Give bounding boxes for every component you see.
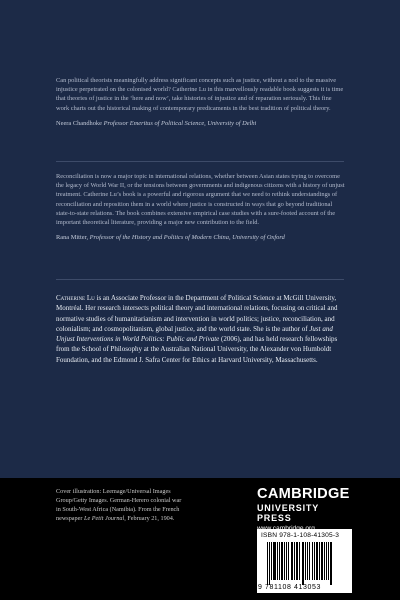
barcode-bar [277,542,278,580]
bio-text: is an Associate Professor in the Department of Political Science at McGill University, Montréal. Her research intersects political theory and international relations, focusing on critical and normative studies of humanitarianism and intervention in world politics; justice, reconciliation, and colonialism; and cosmopolitanism, global justice, and the world state. She is the author of [56,294,338,333]
newspaper-title: Le Petit Journal [84,515,125,522]
barcode-bar [319,542,320,580]
barcode-bar [281,542,282,580]
barcode-bar [271,542,272,580]
barcode-bar [312,542,313,580]
barcode-bar [316,542,317,580]
barcode-bar [279,542,281,580]
barcode-bar [273,542,274,580]
cover-credit [56,487,186,523]
barcode-bar [324,542,325,580]
endorsement-1 [56,76,346,128]
endorser-name: Rana Mitter, [56,234,89,242]
author-name: Catherine Lu [56,294,95,302]
endorser-name: Neera Chandhoke [56,119,102,127]
barcode [257,529,352,593]
book-title: Just and Unjust Interventions in World Politics: Public and Private [56,324,333,344]
barcode-bar [321,542,323,580]
barcode-bar [269,542,270,585]
credit-text: , February 21, 1904. [124,515,175,522]
barcode-bar [309,542,310,580]
endorsement-text: Can political theorists meaningfully address significant concepts such as justice, without a nod to the massive injustice perpetrated on the colonised world? Catherine Lu in this marvellously readable book suggests it is time that theories of justice in the ‘here and now’, take histories of injustice and of reparation seriously. This fine work charts out the historical making of contemporary predicaments in the best tradition of political theory. [56,77,344,112]
divider [56,279,344,280]
bio-text: (2006), and has held research fellowships from the School of Philosophy at the Australian National University, the Alexander von Humboldt Foundation, and the Edmond J. Safra Center for Ethics at Harvard University, Massachusetts. [56,335,338,364]
barcode-bar [284,542,285,580]
barcode-bar [314,542,315,580]
barcode-bars [267,542,347,580]
footer-band [0,478,400,600]
barcode-bar [299,542,300,580]
barcode-bar [296,542,298,580]
barcode-bar [291,542,292,580]
barcode-bar [286,542,287,580]
publisher-logo [257,486,349,533]
barcode-bar [328,542,329,580]
barcode-bar [331,542,332,585]
isbn-label: ISBN 978-1-108-41305-3 [261,532,340,539]
barcode-bar [317,542,318,580]
endorser-affiliation: Professor of the History and Politics of Modern China, University of Oxford [89,234,285,242]
barcode-bar [294,542,295,580]
barcode-bar [292,542,293,580]
publisher-subname: UNIVERSITY PRESS [257,503,319,523]
endorsement-attribution [56,119,346,128]
endorser-affiliation: Professor Emeritus of Political Science, University of Delhi [103,119,257,127]
barcode-bar [326,542,327,580]
barcode-digits: 9 781108 413053 [258,584,321,591]
endorsement-2 [56,172,346,242]
publisher-name: CAMBRIDGE [257,486,350,502]
divider [56,161,344,162]
credit-text: Cover illustration: Leemage/Universal Images Group/Getty Images. German-Herero colonial war in South-West Africa (Namibia). From the French newspaper [56,488,182,522]
barcode-bar [274,542,275,580]
endorsement-text: Reconciliation is now a major topic in international relations, whether between Asian states trying to overcome the legacy of World War II, or the tensions between governments and indigenous citizens with a history of unjust treatment. Catherine Lu’s book is a powerful and rigorous argument that we need to rethink understandings of reconciliation and reposition them in a world where justice is constructed in ways that go beyond traditional state-to-state relations. The book combines extensive empirical case studies with a sure-footed account of the important theoretical literature, providing a major new contribution to the field. [56,173,345,227]
barcode-bar [288,542,289,580]
author-bio [56,293,346,365]
barcode-bar [305,542,306,580]
endorsement-attribution [56,233,346,242]
barcode-bar [307,542,308,580]
